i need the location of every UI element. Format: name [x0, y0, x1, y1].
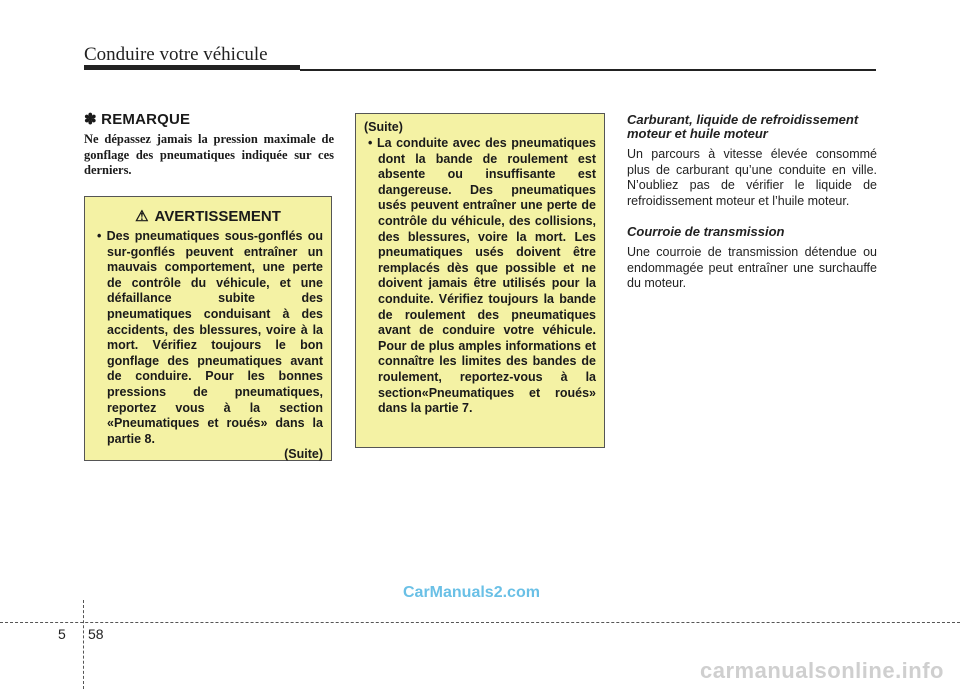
- belt-section-heading: Courroie de transmission: [627, 224, 785, 239]
- belt-section-text: Une courroie de transmission détendue ou endommagée peut entraîner une surchauffe du moteur.: [627, 245, 877, 290]
- warning-suite: (Suite): [284, 447, 323, 462]
- continuation-suite: (Suite): [364, 120, 403, 134]
- warning-triangle-icon: ⚠: [135, 208, 149, 225]
- footer-vertical-rule: [83, 600, 84, 689]
- continuation-bullet: • La conduite avec des pneumatiques dont la bande de roulement est absente ou insuffisante est dangereuse. Des pneumatiques usés peuvent entraîner une perte de contrôle du véhicule, des collisions, des blessures, voire la mort. Les pneumatiques usés doivent être remplacés dès que possible et ne doivent jamais être utilisés pour la conduite. Vérifiez toujours la bande de roulement des pneumatiques avant de conduire votre véhicule. Pour de plus amples informations et connaître les limites des bandes de roulement, reportez-vous à la section«Pneumatiques et roués» dans la partie 7.: [368, 136, 596, 416]
- warning-title-label: AVERTISSEMENT: [154, 207, 281, 225]
- asterisk-icon: ✽: [84, 111, 97, 128]
- chapter-number: 5: [58, 626, 66, 642]
- remark-heading-label: REMARQUE: [101, 111, 191, 128]
- warning-continuation-box: [355, 113, 605, 448]
- remark-text: Ne dépassez jamais la pression maximale de gonflage des pneumatiques indiquée sur ces derniers.: [84, 132, 334, 177]
- warning-box: [84, 196, 332, 461]
- footer-site-link[interactable]: carmanualsonline.info: [700, 658, 944, 683]
- page-header-title: Conduire votre véhicule: [84, 44, 268, 65]
- watermark-link[interactable]: CarManuals2.com: [403, 584, 540, 601]
- remark-heading: [84, 110, 334, 128]
- header-rule-thin: [300, 69, 876, 71]
- warning-title: [93, 207, 323, 225]
- warning-bullet: • Des pneumatiques sous-gonflés ou sur-gonflés peuvent entraîner un mauvais comportement, une perte de contrôle du véhicule, et une défaillance subite des pneumatiques conduisant à des accidents, des blessures, voire à la mort. Vérifiez toujours le bon gonflage des pneumatiques avant de conduire. Pour les bonnes pressions de pneumatiques, reportez vous à la section «Pneumatiques et roués» dans la partie 8.: [97, 229, 323, 446]
- warning-bullet-text: Des pneumatiques sous-gonflés ou sur-gonflés peuvent entraîner un mauvais comportement, une perte de contrôle du véhicule, et une défaillance subite des pneumatiques conduisant à des accidents, des blessures, voire à la mort. Vérifiez toujours le bon gonflage des pneumatiques avant de conduire. Pour les bonnes pressions de pneumatiques, reportez vous à la section «Pneumatiques et roués» dans la partie 8.: [106, 229, 323, 446]
- continuation-bullet-text: La conduite avec des pneumatiques dont la bande de roulement est absente ou insuffisante est dangereuse. Des pneumatiques usés peuvent entraîner une perte de contrôle du véhicule, des collisions, des blessures, voire la mort. Les pneumatiques usés doivent être remplacés dès que possible et ne doivent jamais être utilisés pour la conduite. Vérifiez toujours la bande de roulement des pneumatiques avant de conduire votre véhicule. Pour de plus amples informations et connaître les limites des bandes de roulement, reportez-vous à la section«Pneumatiques et roués» dans la partie 7.: [376, 136, 596, 416]
- fuel-section-text: Un parcours à vitesse élevée consommé plus de carburant qu’une conduite en ville. N’oubliez pas de vérifier le liquide de refroidissement moteur et l’huile moteur.: [627, 147, 877, 208]
- page-number: 58: [88, 626, 104, 642]
- info-column: [627, 113, 877, 292]
- footer-rule: [0, 622, 960, 623]
- fuel-section-heading: Carburant, liquide de refroidissement moteur et huile moteur: [627, 112, 859, 141]
- header-rule-thick: [84, 65, 300, 70]
- remark-section: [84, 110, 334, 179]
